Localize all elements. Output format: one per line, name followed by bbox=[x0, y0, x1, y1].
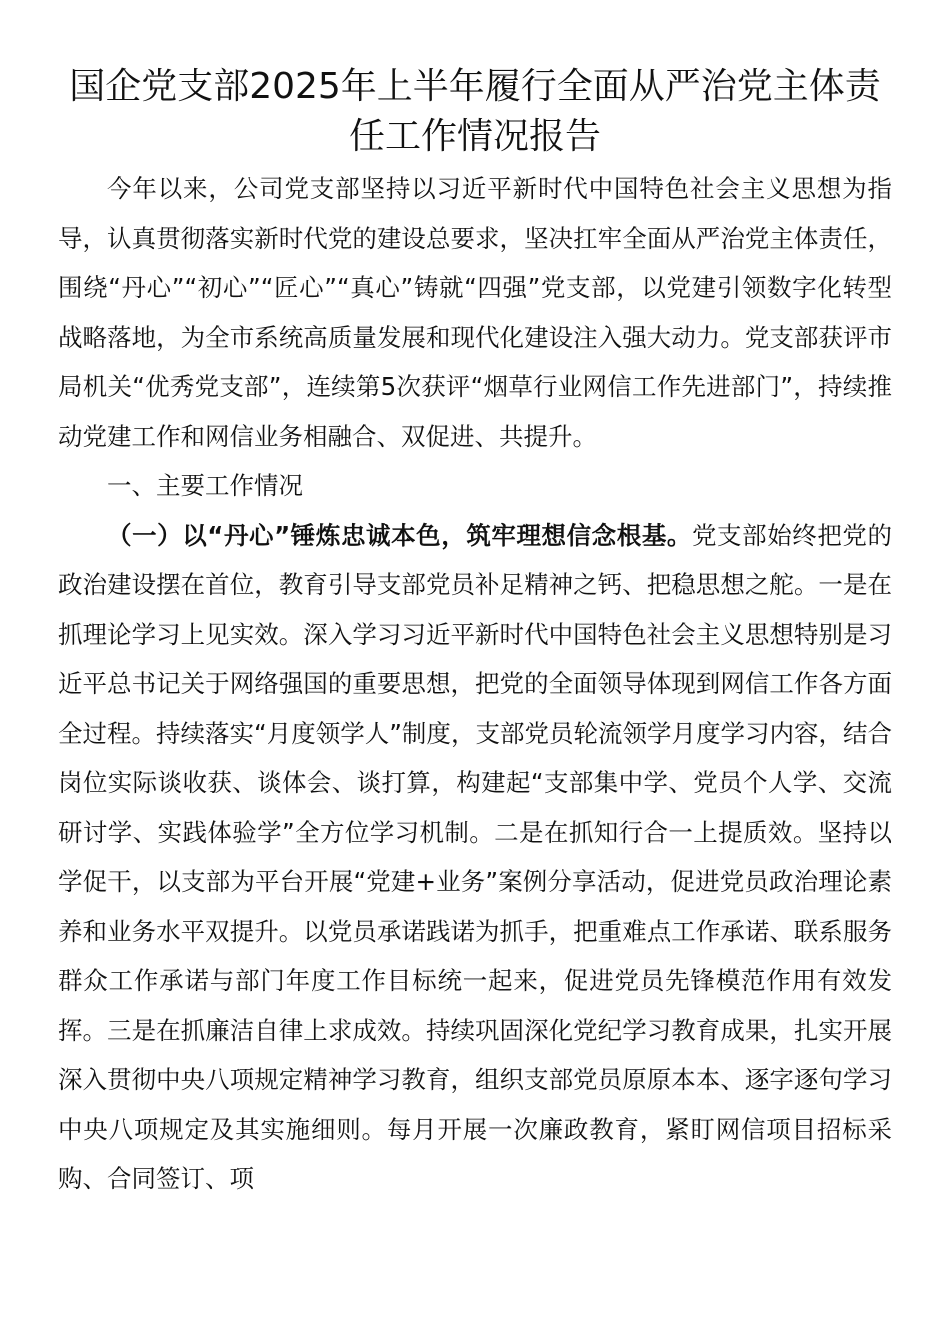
intro-paragraph: 今年以来，公司党支部坚持以习近平新时代中国特色社会主义思想为指导，认真贯彻落实新时代党的建设总要求，坚决扛牢全面从严治党主体责任，围绕“丹心”“初心”“匠心”“真心”铸就“四强”党支部，以党建引领数字化转型战略落地，为全市系统高质量发展和现代化建设注入强大动力。党支部获评市局机关“优秀党支部”，连续第5次获评“烟草行业网信工作先进部门”，持续推动党建工作和网信业务相融合、双促进、共提升。 bbox=[58, 174, 892, 451]
subsection-lead: （一）以“丹心”锤炼忠诚本色，筑牢理想信念根基。 bbox=[107, 520, 692, 550]
document-title: 国企党支部2025年上半年履行全面从严治党主体责任工作情况报告 bbox=[69, 66, 881, 157]
section-heading: 一、主要工作情况 bbox=[107, 471, 303, 500]
subsection-paragraph bbox=[58, 511, 892, 1204]
subsection-body: 党支部始终把党的政治建设摆在首位，教育引导支部党员补足精神之钙、把稳思想之舵。一是在抓理论学习上见实效。深入学习习近平新时代中国特色社会主义思想特别是习近平总书记关于网络强国的重要思想，把党的全面领导体现到网信工作各方面全过程。持续落实“月度领学人”制度，支部党员轮流领学月度学习内容，结合岗位实际谈收获、谈体会、谈打算，构建起“支部集中学、党员个人学、交流研讨学、实践体验学”全方位学习机制。二是在抓知行合一上提质效。坚持以学促干，以支部为平台开展“党建+业务”案例分享活动，促进党员政治理论素养和业务水平双提升。以党员承诺践诺为抓手，把重难点工作承诺、联系服务群众工作承诺与部门年度工作目标统一起来，促进党员先锋模范作用有效发挥。三是在抓廉洁自律上求成效。持续巩固深化党纪学习教育成果，扎实开展深入贯彻中央八项规定精神学习教育，组织支部党员原原本本、逐字逐句学习中央八项规定及其实施细则。每月开展一次廉政教育，紧盯网信项目招标采购、合同签订、项 bbox=[58, 520, 893, 1193]
document-page bbox=[58, 62, 892, 1204]
